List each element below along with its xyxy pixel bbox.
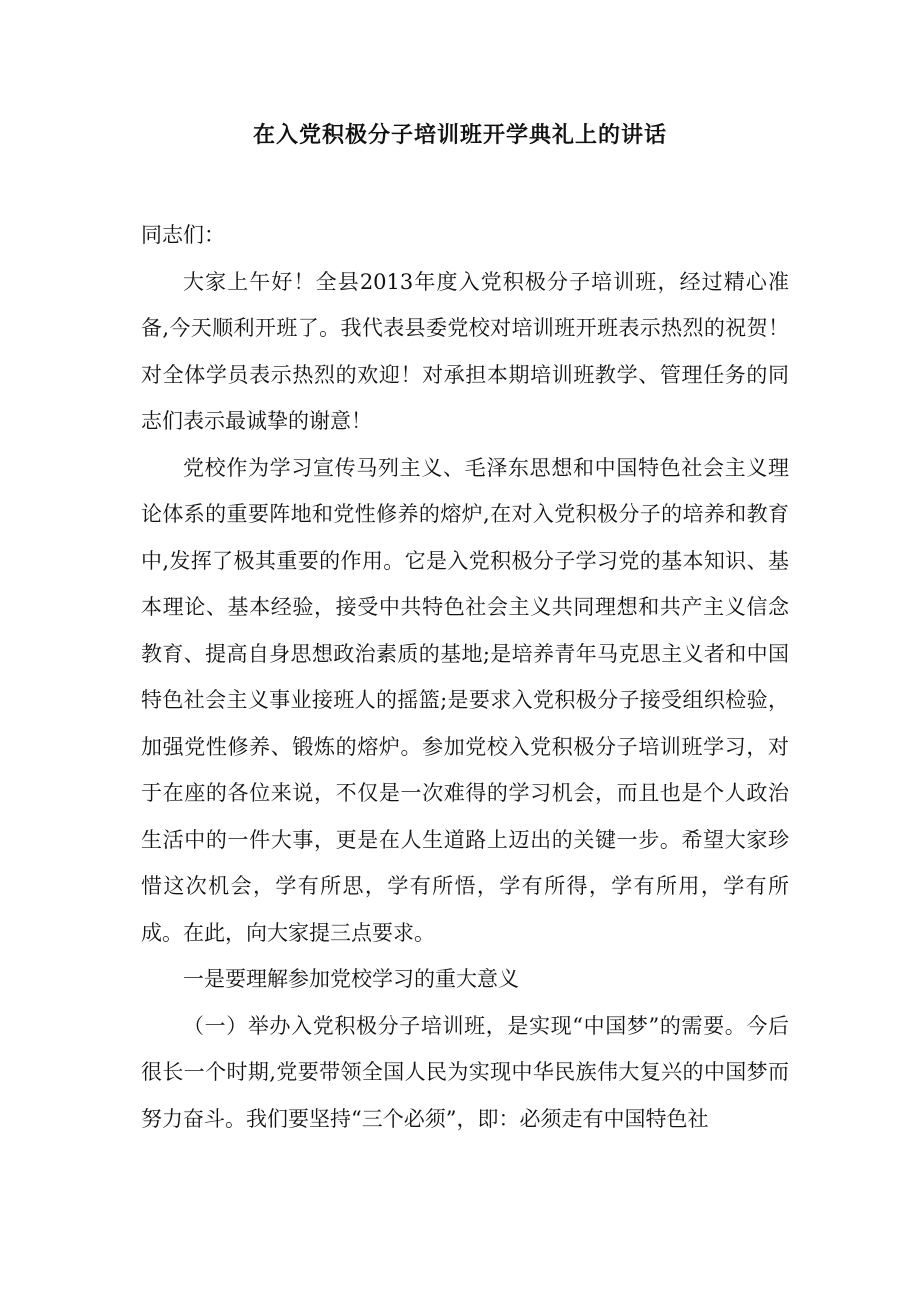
salutation: 同志们：: [141, 223, 225, 247]
document-title: 在入党积极分子培训班开学典礼上的讲话: [252, 122, 667, 148]
document-body: [141, 212, 789, 1142]
paragraph-greeting: 大家上午好！全县2013年度入党积极分子培训班，经过精心准备,今天顺利开班了。我代表县委党校对培训班开班表示热烈的祝贺！对全体学员表示热烈的欢迎！对承担本期培训班教学、管理任务的同志们表示最诚挚的谢意！: [141, 269, 789, 433]
paragraph-subsection-one: （一）举办入党积极分子培训班，是实现“中国梦”的需要。今后很长一个时期,党要带领全国人民为实现中华民族伟大复兴的中国梦而努力奋斗。我们要坚持“三个必须”，即：必须走有中国特色社: [141, 1013, 789, 1131]
section-heading-one: 一是要理解参加党校学习的重大意义: [183, 967, 519, 991]
paragraph-party-school: 党校作为学习宣传马列主义、毛泽东思想和中国特色社会主义理论体系的重要阵地和党性修养的熔炉,在对入党积极分子的培养和教育中,发挥了极其重要的作用。它是入党积极分子学习党的基本知识、基本理论、基本经验，接受中共特色社会主义共同理想和共产主义信念教育、提高自身思想政治素质的基地;是培养青年马克思主义者和中国特色社会主义事业接班人的摇篮;是要求入党积极分子接受组织检验，加强党性修养、锻炼的熔炉。参加党校入党积极分子培训班学习，对于在座的各位来说，不仅是一次难得的学习机会，而且也是个人政治生活中的一件大事，更是在人生道路上迈出的关键一步。希望大家珍惜这次机会，学有所思，学有所悟，学有所得，学有所用，学有所成。在此，向大家提三点要求。: [141, 455, 789, 945]
